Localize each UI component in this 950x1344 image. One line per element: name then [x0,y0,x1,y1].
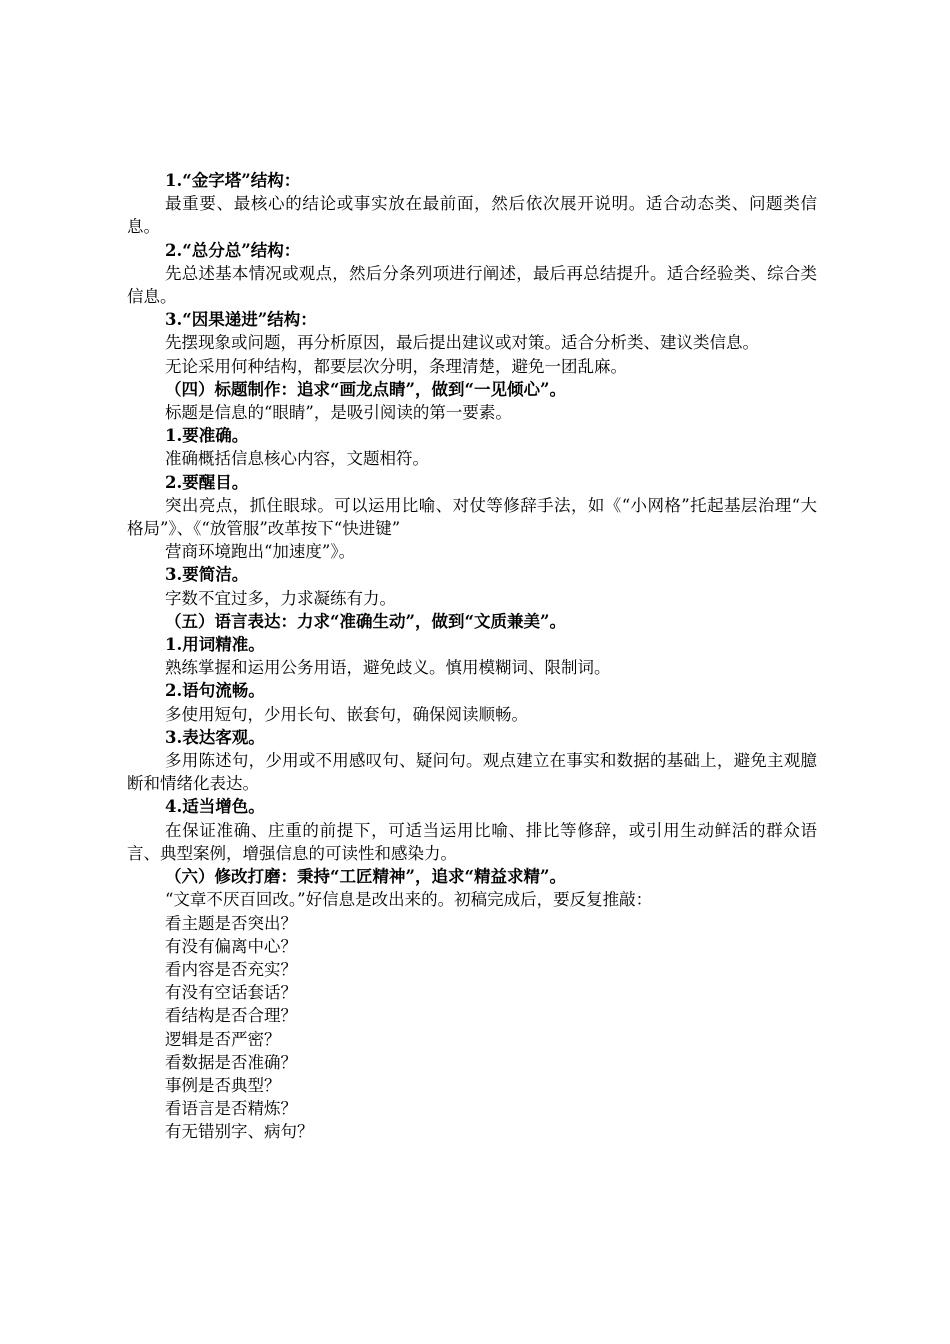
body-paragraph: 多使用短句，少用长句、嵌套句，确保阅读顺畅。 [165,704,528,724]
body-paragraph: 最重要、最核心的结论或事实放在最前面，然后依次展开说明。适合动态类、问题类信息。 [127,194,817,237]
body-paragraph: 先摆现象或问题，再分析原因，最后提出建议或对策。适合分析类、建议类信息。 [165,333,759,353]
body-paragraph: 看结构是否合理？ [165,1006,297,1026]
body-paragraph: 看语言是否精炼？ [165,1099,297,1119]
body-paragraph: 多用陈述句，少用或不用感叹句、疑问句。观点建立在事实和数据的基础上，避免主观臆断和情绪化表达。 [127,751,817,794]
document-body [127,169,817,1144]
body-paragraph: 熟练掌握和运用公务用语，避免歧义。慎用模糊词、限制词。 [165,658,611,678]
section-heading: 1.“金字塔”结构： [165,171,301,190]
section-heading: （六）修改打磨：秉持“工匠精神”，追求“精益求精”。 [165,867,566,887]
section-heading: 2.要醒目。 [165,472,249,492]
body-paragraph: 无论采用何种结构，都要层次分明，条理清楚，避免一团乱麻。 [165,356,627,376]
body-paragraph: 看数据是否准确？ [165,1052,297,1072]
section-heading: 4.适当增色。 [165,797,265,817]
body-paragraph: 有没有偏离中心？ [165,936,297,956]
body-paragraph: 突出亮点，抓住眼球。可以运用比喻、对仗等修辞手法，如《“小网格”托起基层治理“大格局”》、《“放管服”改革按下“快进键” [127,495,817,539]
body-paragraph: 准确概括信息核心内容，文题相符。 [165,449,429,469]
section-heading: 3.要简洁。 [165,565,249,585]
body-paragraph: 有没有空话套话？ [165,983,297,1003]
body-paragraph: 事例是否典型？ [165,1075,281,1095]
section-heading: （四）标题制作：追求“画龙点睛”，做到“一见倾心”。 [165,379,566,399]
section-heading: 1.要准确。 [165,426,249,446]
body-paragraph: 逻辑是否严密？ [165,1029,281,1049]
section-heading: 3.表达客观。 [165,727,265,747]
section-heading: 1.用词精准。 [165,635,265,655]
body-paragraph: “文章不厌百回改。”好信息是改出来的。初稿完成后，要反复推敲： [165,890,653,910]
section-heading: （五）语言表达：力求“准确生动”，做到“文质兼美”。 [165,611,566,631]
body-paragraph: 看主题是否突出？ [165,913,297,933]
section-heading: 2.“总分总”结构： [165,240,301,260]
body-paragraph: 在保证准确、庄重的前提下，可适当运用比喻、排比等修辞，或引用生动鲜活的群众语言、典型案例，增强信息的可读性和感染力。 [127,820,817,863]
section-heading: 2.语句流畅。 [165,681,265,701]
body-paragraph: 营商环境跑出“加速度”》。 [165,542,356,562]
body-paragraph: 先总述基本情况或观点，然后分条列项进行阐述，最后再总结提升。适合经验类、综合类信息。 [127,263,817,307]
body-paragraph: 标题是信息的“眼睛”，是吸引阅读的第一要素。 [165,403,512,423]
body-paragraph: 有无错别字、病句？ [165,1122,314,1142]
section-heading: 3.“因果递进”结构： [165,310,317,330]
body-paragraph: 看内容是否充实？ [165,959,297,979]
body-paragraph: 字数不宜过多，力求凝练有力。 [165,588,396,608]
